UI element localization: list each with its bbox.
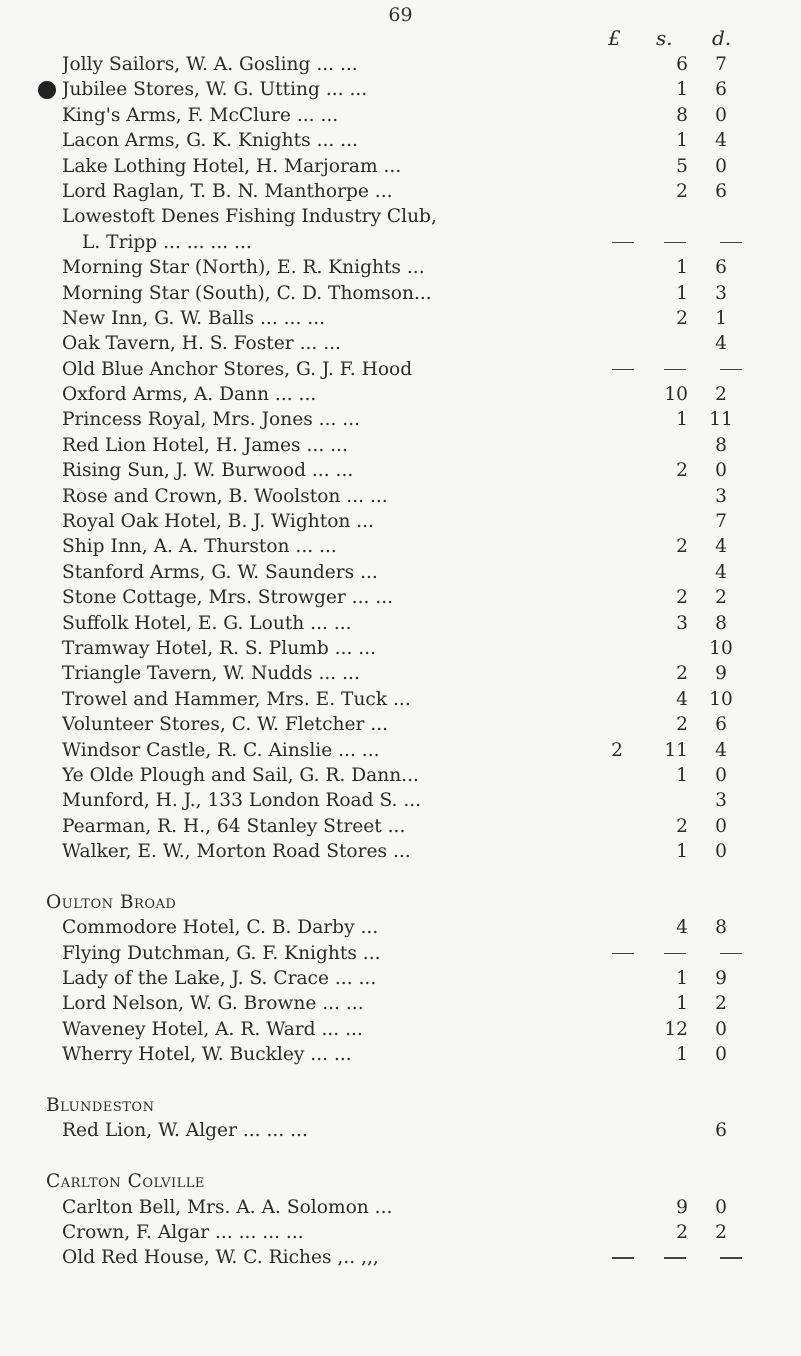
pence-cell: 2	[715, 384, 727, 406]
pence-cell: 4	[715, 333, 727, 355]
ledger-row	[0, 661, 801, 686]
ledger-row	[0, 1220, 801, 1245]
shillings-cell: 1	[676, 968, 688, 990]
ledger-row	[0, 966, 801, 991]
nil-dash	[608, 1257, 748, 1259]
entry-name: Crown, F. Algar ... ... ... ...	[62, 1221, 304, 1243]
ledger-row	[0, 382, 801, 407]
entry-name: Old Blue Anchor Stores, G. J. F. Hood	[62, 358, 413, 380]
pence-column-header: d.	[712, 26, 732, 50]
ledger-row	[0, 357, 801, 382]
section-gap	[0, 865, 801, 890]
shillings-cell: 11	[664, 739, 688, 761]
ink-blot-mark	[38, 81, 56, 99]
nil-dash	[608, 369, 748, 371]
pence-cell: 4	[715, 536, 727, 558]
entry-name: Lord Raglan, T. B. N. Manthorpe ...	[62, 180, 393, 202]
pence-cell: 11	[709, 409, 733, 431]
ledger-row	[0, 255, 801, 280]
shillings-cell: 5	[676, 155, 688, 177]
pounds-cell: 2	[611, 739, 623, 761]
shillings-cell: 1	[676, 1044, 688, 1066]
entry-name: Carlton Bell, Mrs. A. A. Solomon ...	[62, 1196, 393, 1218]
entry-name: Old Red House, W. C. Riches ,.. ,,,	[62, 1247, 379, 1269]
entry-name: Stone Cottage, Mrs. Strowger ... ...	[62, 587, 394, 609]
shillings-cell: 4	[676, 917, 688, 939]
entry-name: Oak Tavern, H. S. Foster ... ...	[62, 333, 341, 355]
page-number: 69	[388, 4, 413, 26]
shillings-cell: 6	[676, 54, 688, 75]
entry-name: Oxford Arms, A. Dann ... ...	[62, 384, 317, 406]
shillings-cell: 1	[676, 130, 688, 152]
pence-cell: 0	[715, 841, 727, 863]
ledger-row	[0, 306, 801, 331]
pence-cell: 8	[715, 917, 727, 939]
entry-name: Rose and Crown, B. Woolston ... ...	[62, 485, 388, 507]
ledger-row	[0, 509, 801, 534]
ledger-row	[0, 1118, 801, 1143]
ledger-row	[0, 585, 801, 610]
entry-name: Princess Royal, Mrs. Jones ... ...	[62, 409, 361, 431]
entry-name: Red Lion, W. Alger ... ... ...	[62, 1120, 308, 1142]
ledger-row	[0, 1017, 801, 1042]
shillings-cell: 1	[676, 764, 688, 786]
entry-name: Commodore Hotel, C. B. Darby ...	[62, 917, 379, 939]
pence-cell: 8	[715, 612, 727, 634]
ledger-row	[0, 433, 801, 458]
pence-cell: 4	[715, 130, 727, 152]
ledger-row	[0, 77, 801, 102]
section-gap	[0, 1144, 801, 1169]
section-title: Blundeston	[46, 1095, 155, 1117]
entry-name: Trowel and Hammer, Mrs. E. Tuck ...	[62, 688, 411, 710]
entry-name: Morning Star (North), E. R. Knights ...	[62, 257, 425, 279]
shillings-cell: 1	[676, 409, 688, 431]
shillings-cell: 2	[676, 307, 688, 329]
shillings-cell: 2	[676, 536, 688, 558]
entry-name: Jolly Sailors, W. A. Gosling ... ...	[62, 54, 358, 75]
entry-name: Windsor Castle, R. C. Ainslie ... ...	[62, 739, 380, 761]
ledger-row	[0, 458, 801, 483]
ledger-row	[0, 484, 801, 509]
dash-stroke	[612, 953, 634, 955]
entry-name: Royal Oak Hotel, B. J. Wighton ...	[62, 511, 375, 533]
dash-stroke	[612, 242, 634, 244]
pence-cell: 0	[715, 1044, 727, 1066]
ledger-row	[0, 941, 801, 966]
shillings-cell: 1	[676, 282, 688, 304]
section-heading	[0, 1093, 801, 1118]
dash-stroke	[720, 242, 742, 244]
ledger-row	[0, 407, 801, 432]
ledger-row	[0, 560, 801, 585]
entry-name: Munford, H. J., 133 London Road S. ...	[62, 790, 422, 812]
pence-cell: 0	[715, 155, 727, 177]
nil-dash	[608, 242, 748, 244]
ledger-row	[0, 230, 801, 255]
entry-name: Walker, E. W., Morton Road Stores ...	[62, 841, 411, 863]
ledger-row	[0, 534, 801, 559]
entry-name: Rising Sun, J. W. Burwood ... ...	[62, 460, 354, 482]
section-heading	[0, 890, 801, 915]
shillings-cell: 1	[676, 841, 688, 863]
shillings-cell: 4	[676, 688, 688, 710]
pence-cell: 2	[715, 1221, 727, 1243]
shillings-cell: 12	[664, 1018, 688, 1040]
ledger-row	[0, 839, 801, 864]
dash-stroke	[720, 953, 742, 955]
section-heading	[0, 1169, 801, 1194]
dash-stroke	[720, 369, 742, 371]
pence-cell: 2	[715, 587, 727, 609]
entry-name: Wherry Hotel, W. Buckley ... ...	[62, 1044, 352, 1066]
shillings-cell: 8	[676, 104, 688, 126]
shillings-cell: 1	[676, 79, 688, 101]
pence-cell: 0	[715, 1018, 727, 1040]
dash-stroke	[720, 1257, 742, 1259]
pence-cell: 0	[715, 104, 727, 126]
entry-name: Lacon Arms, G. K. Knights ... ...	[62, 130, 358, 152]
section-title: Carlton Colville	[46, 1171, 205, 1193]
ledger-row	[0, 179, 801, 204]
pence-cell: 8	[715, 434, 727, 456]
entry-name: Stanford Arms, G. W. Saunders ...	[62, 561, 378, 583]
ledger-row	[0, 281, 801, 306]
pence-cell: 0	[715, 815, 727, 837]
entry-name: Ship Inn, A. A. Thurston ... ...	[62, 536, 337, 558]
pounds-column-header: £	[608, 26, 621, 50]
entry-name: Lake Lothing Hotel, H. Marjoram ...	[62, 155, 402, 177]
dash-stroke	[664, 1257, 686, 1259]
entry-name: Jubilee Stores, W. G. Utting ... ...	[62, 79, 368, 101]
ledger-row	[0, 52, 801, 77]
entry-name: King's Arms, F. McClure ... ...	[62, 104, 339, 126]
ledger-row	[0, 738, 801, 763]
ledger-row	[0, 1042, 801, 1067]
ledger-row	[0, 712, 801, 737]
ledger-row	[0, 788, 801, 813]
ledger-row	[0, 1245, 801, 1270]
shillings-cell: 2	[676, 714, 688, 736]
pence-cell: 0	[715, 764, 727, 786]
shillings-cell: 3	[676, 612, 688, 634]
ledger-row	[0, 991, 801, 1016]
entry-name: Triangle Tavern, W. Nudds ... ...	[62, 663, 360, 685]
pence-cell: 3	[715, 485, 727, 507]
pence-cell: 0	[715, 1196, 727, 1218]
entry-name: Suffolk Hotel, E. G. Louth ... ...	[62, 612, 352, 634]
ledger-row	[0, 814, 801, 839]
shillings-cell: 2	[676, 460, 688, 482]
dash-stroke	[664, 369, 686, 371]
pence-cell: 1	[715, 307, 727, 329]
ledger-list	[0, 52, 801, 1271]
pence-cell: 10	[709, 637, 733, 659]
pence-cell: 6	[715, 1120, 727, 1142]
pence-cell: 4	[715, 739, 727, 761]
shillings-cell: 2	[676, 815, 688, 837]
shillings-cell: 2	[676, 1221, 688, 1243]
pence-cell: 4	[715, 561, 727, 583]
entry-name: Waveney Hotel, A. R. Ward ... ...	[62, 1018, 363, 1040]
pence-cell: 9	[715, 968, 727, 990]
pence-cell: 0	[715, 460, 727, 482]
ledger-row	[0, 331, 801, 356]
dash-stroke	[612, 1257, 634, 1259]
pence-cell: 7	[715, 511, 727, 533]
pence-cell: 3	[715, 282, 727, 304]
entry-name: Lady of the Lake, J. S. Crace ... ...	[62, 968, 377, 990]
shillings-cell: 2	[676, 587, 688, 609]
section-title: Oulton Broad	[46, 891, 177, 913]
pence-cell: 6	[715, 714, 727, 736]
entry-name: Ye Olde Plough and Sail, G. R. Dann...	[62, 764, 419, 786]
dash-stroke	[612, 369, 634, 371]
ledger-row	[0, 103, 801, 128]
shillings-cell: 1	[676, 993, 688, 1015]
ledger-row	[0, 611, 801, 636]
ledger-row	[0, 636, 801, 661]
ledger-row	[0, 204, 801, 229]
section-gap	[0, 1068, 801, 1093]
entry-name: Volunteer Stores, C. W. Fletcher ...	[62, 714, 389, 736]
shillings-cell: 10	[664, 384, 688, 406]
shillings-column-header: s.	[656, 26, 673, 50]
entry-name: New Inn, G. W. Balls ... ... ...	[62, 307, 326, 329]
pence-cell: 10	[709, 688, 733, 710]
entry-name: Morning Star (South), C. D. Thomson...	[62, 282, 432, 304]
dash-stroke	[664, 953, 686, 955]
shillings-cell: 2	[676, 663, 688, 685]
entry-name: Red Lion Hotel, H. James ... ...	[62, 434, 348, 456]
pence-cell: 2	[715, 993, 727, 1015]
shillings-cell: 1	[676, 257, 688, 279]
ledger-row	[0, 1195, 801, 1220]
entry-name: Pearman, R. H., 64 Stanley Street ...	[62, 815, 406, 837]
ledger-row	[0, 763, 801, 788]
nil-dash	[608, 953, 748, 955]
dash-stroke	[664, 242, 686, 244]
shillings-cell: 9	[676, 1196, 688, 1218]
ledger-row	[0, 915, 801, 940]
ledger-row	[0, 154, 801, 179]
pence-cell: 6	[715, 79, 727, 101]
entry-name: Tramway Hotel, R. S. Plumb ... ...	[62, 637, 377, 659]
pence-cell: 9	[715, 663, 727, 685]
entry-name: Flying Dutchman, G. F. Knights ...	[62, 942, 381, 964]
pence-cell: 3	[715, 790, 727, 812]
entry-name: Lord Nelson, W. G. Browne ... ...	[62, 993, 364, 1015]
pence-cell: 7	[715, 54, 727, 75]
ledger-row	[0, 128, 801, 153]
entry-name: L. Tripp ... ... ... ...	[82, 231, 252, 253]
ledger-row	[0, 687, 801, 712]
shillings-cell: 2	[676, 180, 688, 202]
pence-cell: 6	[715, 180, 727, 202]
pence-cell: 6	[715, 257, 727, 279]
entry-name: Lowestoft Denes Fishing Industry Club,	[62, 206, 437, 228]
